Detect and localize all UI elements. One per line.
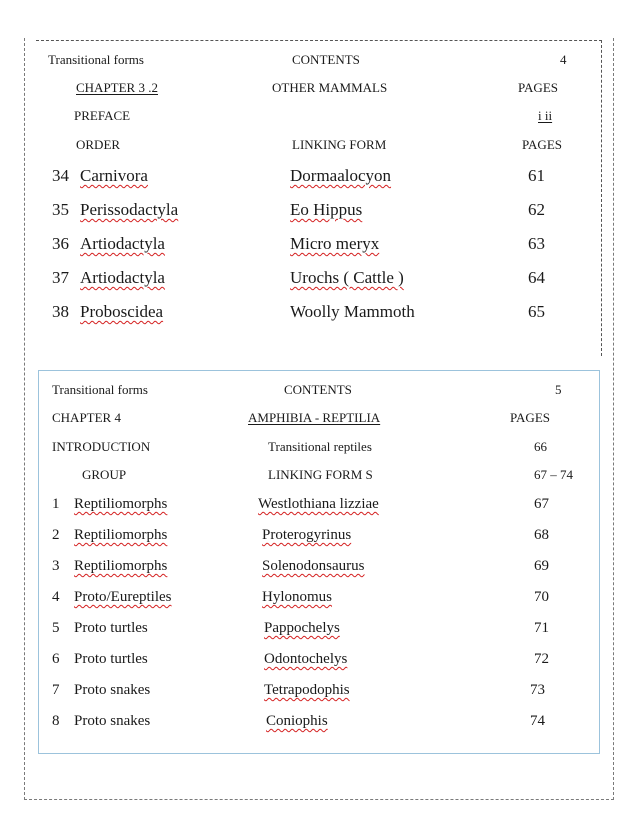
row-group-name: Reptiliomorphs <box>74 527 168 543</box>
row-page: 61 <box>528 166 545 185</box>
row-linking-form: Odontochelys <box>264 651 348 667</box>
row-number: 38 <box>52 302 69 321</box>
row-number: 7 <box>52 682 60 698</box>
row-number: 4 <box>52 589 60 605</box>
column-linking-form: LINKING FORM S <box>268 467 373 482</box>
introduction-subtitle: Transitional reptiles <box>268 439 372 454</box>
row-linking-form: Pappochelys <box>264 620 340 636</box>
chapter-title: OTHER MAMMALS <box>272 80 388 95</box>
chapter-label: CHAPTER 4 <box>52 410 121 425</box>
row-linking-form: Woolly Mammoth <box>290 302 415 321</box>
column-group: GROUP <box>82 467 127 482</box>
row-page: 70 <box>534 589 549 605</box>
row-linking-form: Proterogyrinus <box>262 527 352 543</box>
header-contents: CONTENTS <box>292 52 360 67</box>
row-page: 65 <box>528 302 545 321</box>
row-group-name: Proto snakes <box>74 682 151 698</box>
row-linking-form: Micro meryx <box>290 234 380 253</box>
row-linking-form: Eo Hippus <box>290 200 363 219</box>
row-order-name: Artiodactyla <box>80 234 165 253</box>
row-number: 5 <box>52 620 60 636</box>
row-number: 34 <box>52 166 69 185</box>
row-page: 64 <box>528 268 545 287</box>
row-page: 62 <box>528 200 545 219</box>
row-group-name: Proto snakes <box>74 713 151 729</box>
column-order: ORDER <box>76 137 121 152</box>
column-pages: PAGES <box>522 137 562 152</box>
row-group-name: Reptiliomorphs <box>74 558 168 574</box>
row-page: 72 <box>534 651 549 667</box>
row-number: 36 <box>52 234 69 253</box>
header-page-number: 5 <box>555 382 562 397</box>
row-number: 2 <box>52 527 60 543</box>
introduction-label: INTRODUCTION <box>52 439 151 454</box>
row-page: 68 <box>534 527 549 543</box>
introduction-page: 66 <box>534 439 547 454</box>
pages-label: PAGES <box>518 80 558 95</box>
row-linking-form: Hylonomus <box>262 589 333 605</box>
row-number: 35 <box>52 200 69 219</box>
preface-pages: i ii <box>538 108 553 123</box>
preface-label: PREFACE <box>74 108 131 123</box>
chapter-title: AMPHIBIA - REPTILIA <box>248 410 381 425</box>
row-number: 3 <box>52 558 60 574</box>
row-order-name: Proboscidea <box>80 302 164 321</box>
row-order-name: Artiodactyla <box>80 268 165 287</box>
header-left: Transitional forms <box>48 52 144 67</box>
chapter-label: CHAPTER 3 .2 <box>76 80 158 95</box>
row-linking-form: Dormaalocyon <box>290 166 392 185</box>
row-number: 37 <box>52 268 69 287</box>
row-group-name: Proto turtles <box>74 651 148 667</box>
row-linking-form: Tetrapodophis <box>264 682 350 698</box>
row-linking-form: Coniophis <box>266 713 328 729</box>
row-linking-form: Westlothiana lizziae <box>258 496 379 512</box>
row-page: 74 <box>530 713 545 729</box>
header-page-number: 4 <box>560 52 567 67</box>
column-linking-form: LINKING FORM <box>292 137 387 152</box>
row-linking-form: Urochs ( Cattle ) <box>290 268 404 287</box>
row-page: 71 <box>534 620 549 636</box>
row-order-name: Perissodactyla <box>80 200 179 219</box>
row-order-name: Carnivora <box>80 166 148 185</box>
pages-label: PAGES <box>510 410 550 425</box>
header-left: Transitional forms <box>52 382 148 397</box>
row-group-name: Proto turtles <box>74 620 148 636</box>
row-number: 6 <box>52 651 60 667</box>
row-number: 1 <box>52 496 60 512</box>
row-page: 63 <box>528 234 545 253</box>
row-page: 67 <box>534 496 549 512</box>
header-contents: CONTENTS <box>284 382 352 397</box>
row-linking-form: Solenodonsaurus <box>262 558 365 574</box>
row-page: 73 <box>530 682 545 698</box>
column-page-range: 67 – 74 <box>534 467 573 482</box>
row-number: 8 <box>52 713 60 729</box>
row-page: 69 <box>534 558 549 574</box>
row-group-name: Reptiliomorphs <box>74 496 168 512</box>
row-group-name: Proto/Eureptiles <box>74 589 172 605</box>
